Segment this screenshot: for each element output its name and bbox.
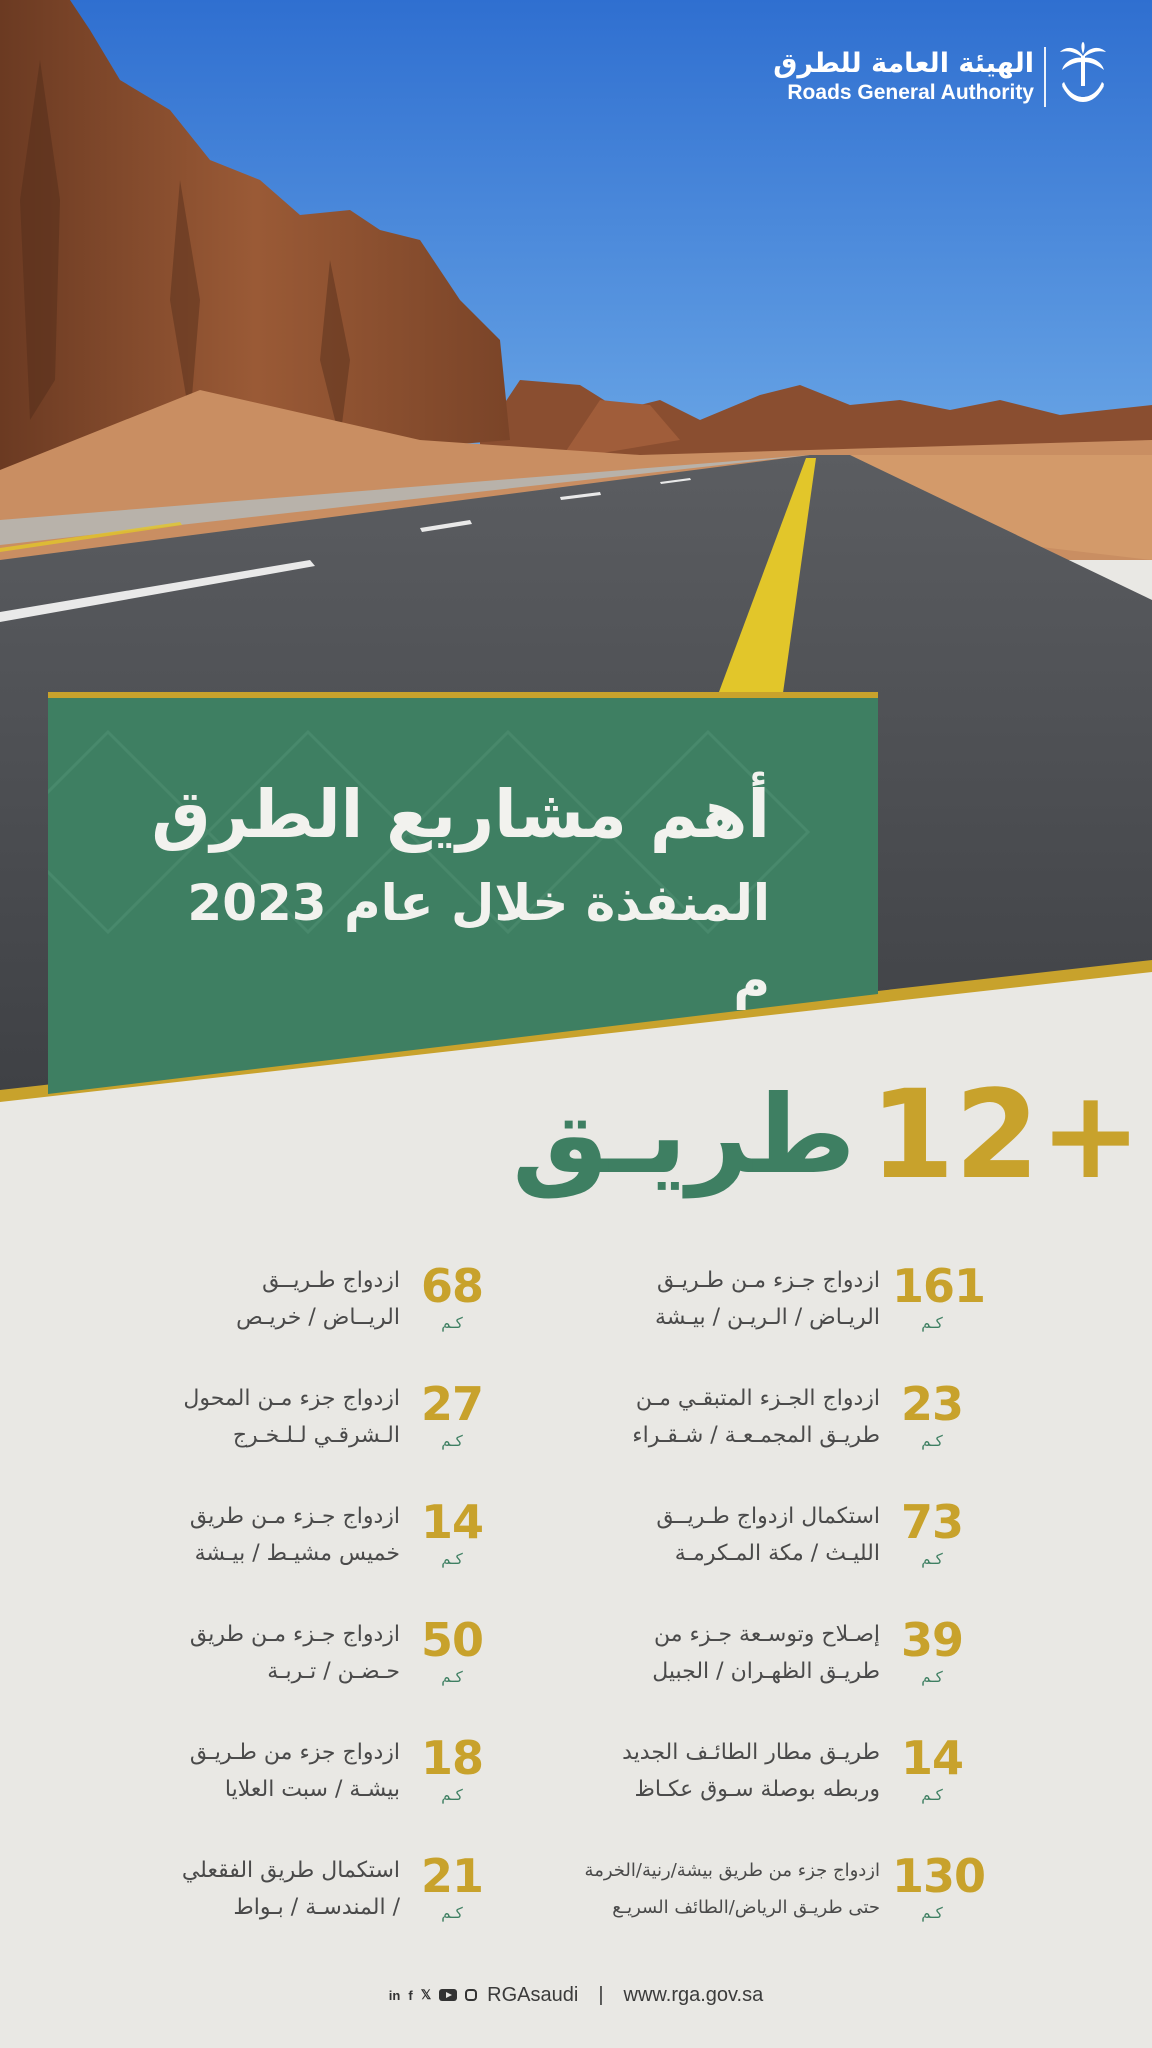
project-line-2: وربطه بوصلة سـوق عكـاظ (634, 1777, 880, 1802)
project-item (572, 1376, 972, 1466)
project-line-2: بيشـة / سبت العلايا (224, 1777, 400, 1802)
project-line-1: ازدواج جزء من طريق بيشة/رنية/الخرمة (584, 1860, 880, 1881)
logo-name-en: Roads General Authority (787, 81, 1034, 104)
project-line-2: الريـاض / الـريـن / بيـشة (655, 1305, 880, 1330)
project-line-1: ازدواج جـزء مـن طريق (189, 1504, 400, 1529)
project-line-1: استكمال طريق الفقعلي (181, 1858, 400, 1883)
project-unit: كـم (441, 1904, 463, 1922)
rga-logo (773, 42, 1108, 112)
project-unit: كـم (921, 1432, 943, 1450)
project-unit: كـم (441, 1432, 463, 1450)
social-handle[interactable]: RGAsaudi (487, 1983, 579, 2006)
social-links (389, 1987, 477, 2003)
project-line-1: ازدواج جزء من طـريـق (189, 1740, 400, 1765)
project-length: 27 (420, 1377, 483, 1431)
project-line-1: استكمال ازدواج طـريــق (656, 1504, 880, 1529)
project-item (92, 1258, 492, 1348)
project-unit: كـم (921, 1668, 943, 1686)
logo-wordmark (773, 48, 1034, 106)
project-line-2: خميس مشيـط / بيـشة (194, 1541, 400, 1566)
project-length: 14 (900, 1731, 963, 1785)
facebook-icon[interactable]: f (408, 1987, 413, 2003)
project-item (572, 1730, 972, 1820)
project-line-1: ازدواج جـزء مـن طـريـق (657, 1268, 880, 1293)
youtube-icon[interactable] (439, 1989, 457, 2001)
title-line-2: المنفذة خلال عام 2023 م (187, 874, 770, 1010)
project-unit: كـم (921, 1786, 943, 1804)
page-title (140, 770, 770, 1020)
project-unit: كـم (441, 1550, 463, 1568)
project-line-2: الـشرقـي لـلـخـرج (232, 1423, 400, 1448)
project-unit: كـم (921, 1904, 943, 1922)
instagram-icon[interactable] (465, 1989, 477, 2001)
project-line-2: طريـق المجمـعـة / شـقـراء (632, 1423, 880, 1448)
project-unit: كـم (441, 1786, 463, 1804)
project-length: 161 (892, 1259, 986, 1313)
project-length: 50 (420, 1613, 483, 1667)
project-item (92, 1730, 492, 1820)
project-item (92, 1848, 492, 1938)
website-link[interactable]: www.rga.gov.sa (623, 1983, 764, 2006)
project-unit: كـم (441, 1314, 463, 1332)
project-line-2: طريـق الظهـران / الجبيل (652, 1659, 880, 1684)
project-length: 130 (892, 1849, 986, 1903)
roads-count-headline (512, 1060, 1142, 1210)
x-icon[interactable]: 𝕏 (420, 1987, 432, 2002)
project-item (92, 1376, 492, 1466)
project-unit: كـم (921, 1550, 943, 1568)
project-line-1: إصـلاح وتوسـعة جـزء من (653, 1622, 880, 1647)
project-item (572, 1848, 986, 1938)
project-item (572, 1258, 986, 1348)
footer-separator: | (598, 1983, 604, 2006)
project-unit: كـم (921, 1314, 943, 1332)
project-item (572, 1494, 972, 1584)
project-item (92, 1612, 492, 1702)
project-line-2: / المندسـة / بـواط (233, 1895, 400, 1920)
project-line-1: ازدواج الجـزء المتبقـي مـن (635, 1386, 880, 1411)
roads-word: طريـق (512, 1072, 856, 1198)
project-item (572, 1612, 972, 1702)
project-length: 73 (900, 1495, 963, 1549)
project-length: 23 (900, 1377, 963, 1431)
project-length: 14 (420, 1495, 483, 1549)
project-line-1: طريـق مطار الطائـف الجديد (622, 1740, 880, 1765)
footer (0, 1970, 1152, 2020)
project-length: 18 (420, 1731, 483, 1785)
project-line-1: ازدواج جـزء مـن طريق (189, 1622, 400, 1647)
project-line-2: حتى طريـق الرياض/الطائف السريـع (612, 1897, 880, 1918)
linkedin-icon[interactable]: in (388, 1987, 401, 2003)
logo-separator (1044, 47, 1046, 107)
logo-name-ar: الهيئة العامة للطرق (773, 48, 1034, 79)
project-length: 21 (420, 1849, 483, 1903)
project-line-1: ازدواج جزء مـن المحول (183, 1386, 400, 1411)
palm-swords-emblem-icon (1058, 42, 1108, 112)
project-line-2: الليـث / مكة المـكرمـة (674, 1541, 880, 1566)
project-length: 68 (420, 1259, 483, 1313)
project-line-1: ازدواج طـريــق (262, 1268, 400, 1293)
project-line-2: الريــاض / خريـص (236, 1305, 400, 1330)
title-line-1: أهم مشاريع الطرق (151, 776, 770, 853)
roads-count: 12+ (869, 1064, 1142, 1206)
project-unit: كـم (441, 1668, 463, 1686)
project-item (92, 1494, 492, 1584)
project-line-2: حـضـن / تـربـة (267, 1659, 400, 1684)
project-length: 39 (900, 1613, 963, 1667)
